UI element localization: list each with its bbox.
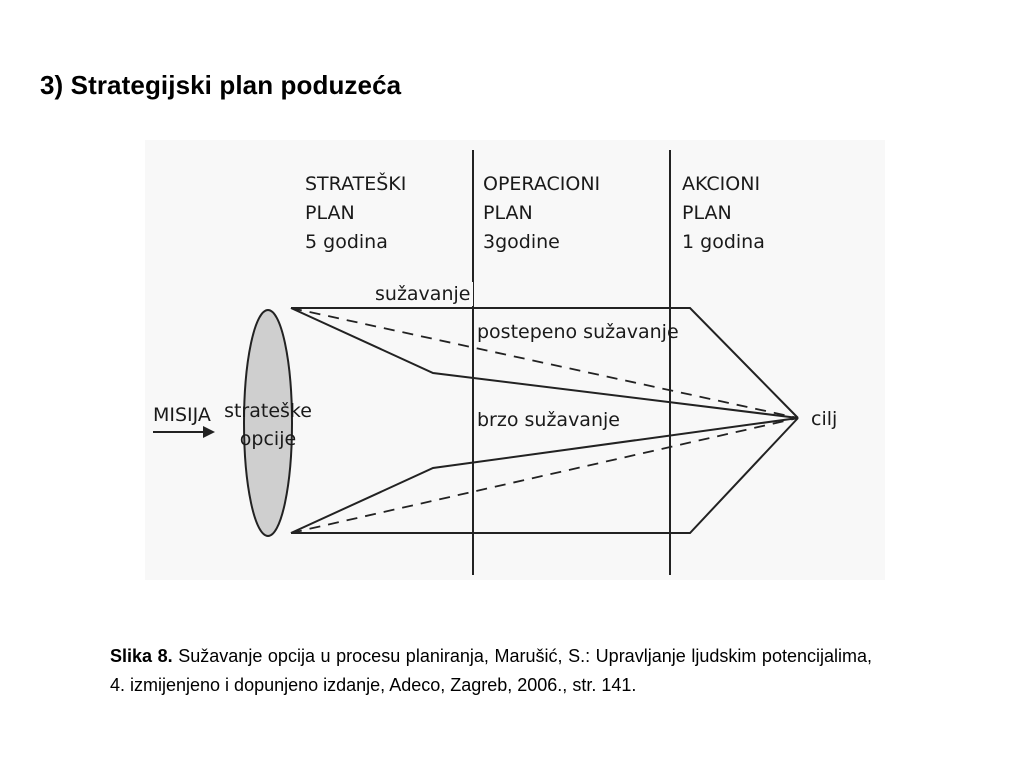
caption-text: Sužavanje opcija u procesu planiranja, Marušić, S.: Upravljanje ljudskim potencijalima, 4. izmijenjeno i dopunjeno izdanje, Adeco, Zagreb, 2006., str. 141. bbox=[110, 646, 872, 695]
figure-caption bbox=[110, 642, 872, 700]
planning-diagram bbox=[145, 140, 885, 580]
column-1-line3: 5 godina bbox=[305, 231, 388, 253]
misija-arrowhead-icon bbox=[203, 426, 215, 438]
slide-title: 3) Strategijski plan poduzeća bbox=[40, 70, 402, 100]
column-3-line1: AKCIONI bbox=[682, 173, 761, 195]
strategic-options-ellipse bbox=[244, 310, 292, 536]
column-1-line2: PLAN bbox=[305, 202, 355, 224]
top-narrowing-label: sužavanje bbox=[375, 283, 471, 305]
fast-narrowing-label: brzo sužavanje bbox=[477, 409, 620, 431]
planning-diagram-svg bbox=[145, 140, 885, 580]
column-3-line3: 1 godina bbox=[682, 231, 765, 253]
column-3-line2: PLAN bbox=[682, 202, 732, 224]
strategic-options-label-line1: strateške bbox=[224, 400, 312, 422]
misija-label: MISIJA bbox=[153, 404, 211, 426]
column-2-line3: 3godine bbox=[483, 231, 560, 253]
gradual-narrowing-label: postepeno sužavanje bbox=[477, 321, 679, 343]
column-1-line1: STRATEŠKI bbox=[305, 173, 407, 195]
caption-label: Slika 8. bbox=[110, 646, 173, 666]
column-2-line1: OPERACIONI bbox=[483, 173, 601, 195]
gradual-narrowing-bottom bbox=[291, 418, 798, 533]
goal-label: cilj bbox=[811, 408, 838, 430]
column-2-line2: PLAN bbox=[483, 202, 533, 224]
strategic-options-label-line2: opcije bbox=[239, 428, 297, 450]
